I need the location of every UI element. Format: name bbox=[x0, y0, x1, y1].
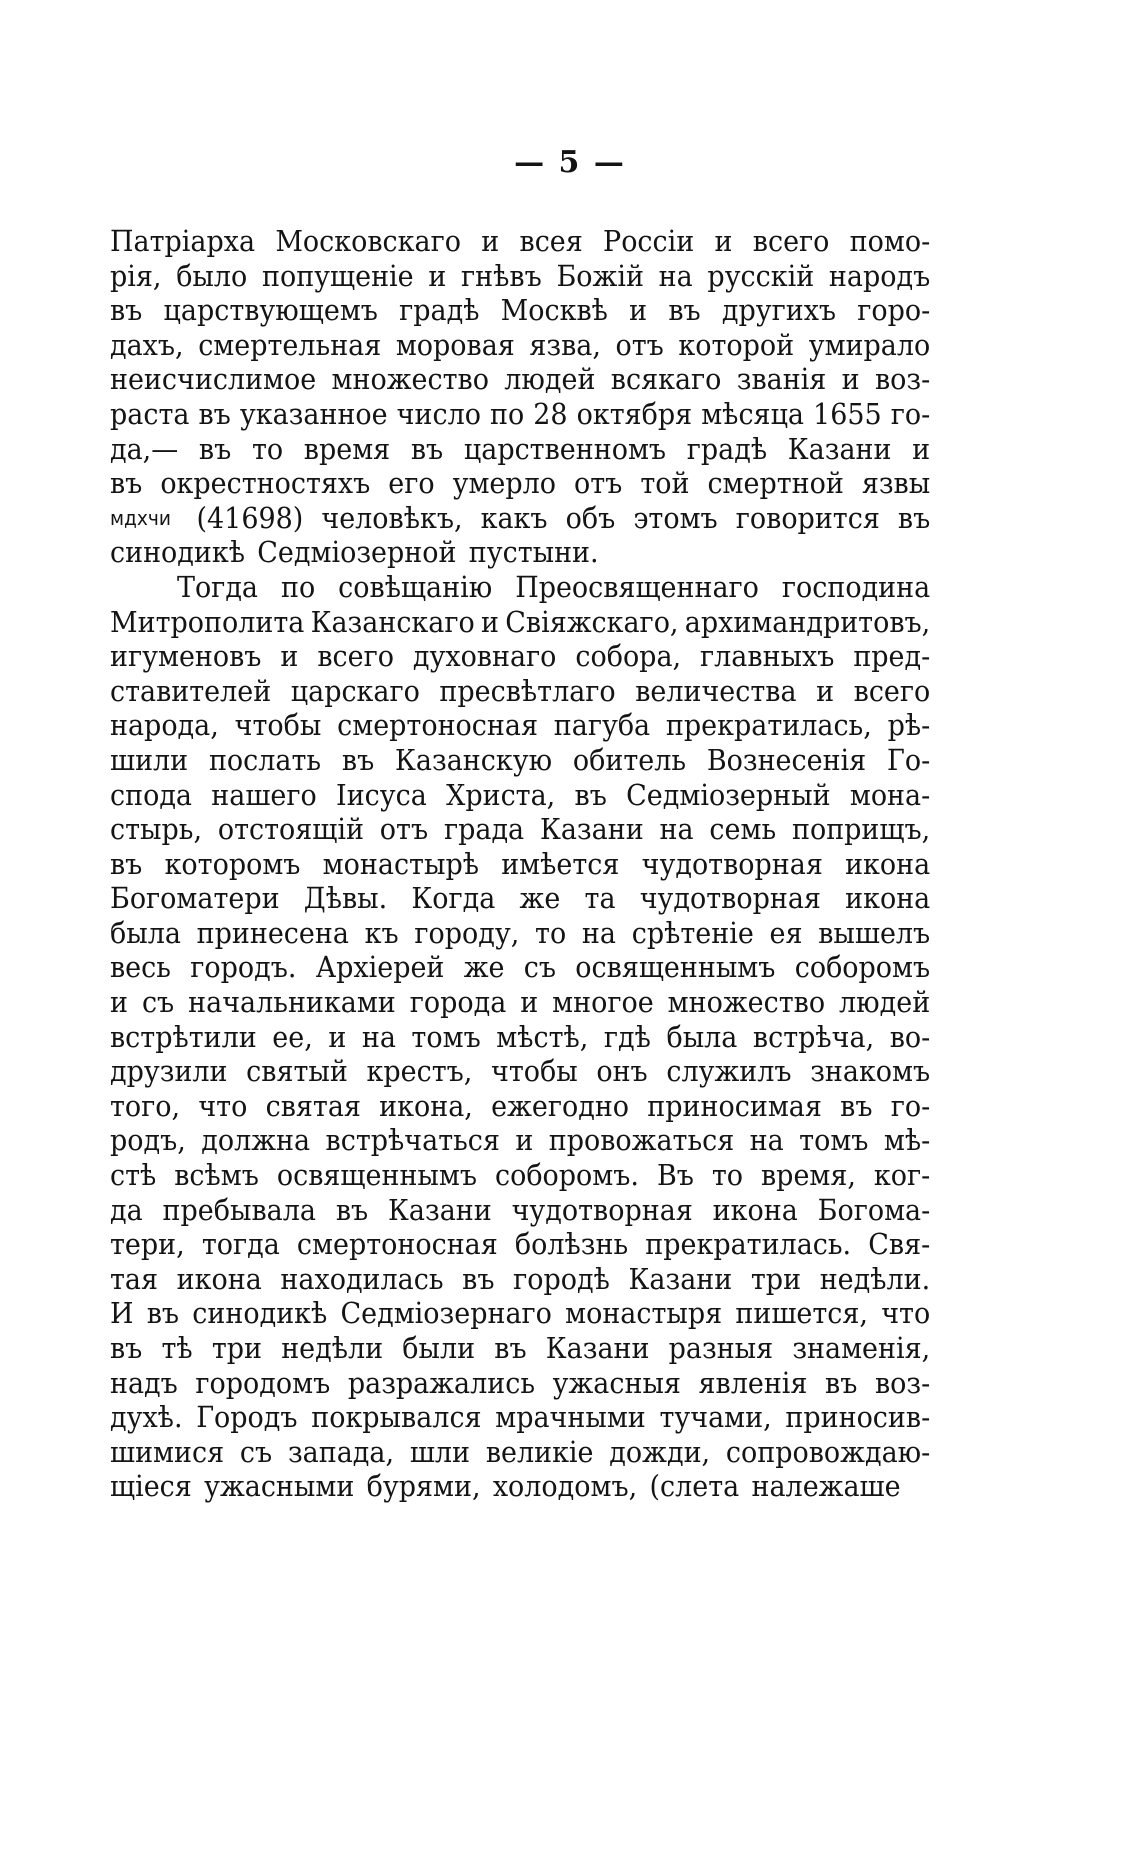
text-line: да пребывала въ Казани чудотворная икона Богома- bbox=[110, 1192, 931, 1227]
text-line: Митрополита Казанскаго и Свіяжскаго, архимандритовъ, bbox=[110, 604, 931, 639]
text-line: рія, было попущеніе и гнѣвъ Божій на русскій народъ bbox=[110, 258, 931, 293]
text-line: родъ, должна встрѣчаться и провожаться на томъ мѣ- bbox=[110, 1123, 931, 1158]
text-line: дахъ, смертельная моровая язва, отъ которой умирало bbox=[110, 327, 931, 362]
text-line: спода нашего Іисуса Христа, въ Седміозерный мона- bbox=[110, 777, 931, 812]
text-line: весь городъ. Архіерей же съ освященнымъ соборомъ bbox=[110, 950, 931, 985]
text-line: въ тѣ три недѣли были въ Казани разныя знаменія, bbox=[110, 1331, 931, 1365]
paragraph bbox=[110, 570, 930, 1504]
text-line: неисчислимое множество людей всякаго званія и воз- bbox=[110, 362, 931, 397]
text-line: стырь, отстоящій отъ града Казани на семь поприщъ, bbox=[110, 812, 931, 847]
text-line: Богоматери Дѣвы. Когда же та чудотворная икона bbox=[110, 881, 931, 916]
text-line: да,— въ то время въ царственномъ градѣ Казани и bbox=[110, 431, 931, 466]
text-line: щіеся ужасными бурями, холодомъ, (слета належаше bbox=[110, 1469, 901, 1504]
text-line: того, что святая икона, ежегодно приносимая въ го- bbox=[110, 1088, 931, 1123]
body-text bbox=[110, 224, 930, 1504]
text-line: шили послать въ Казанскую обитель Вознесенія Го- bbox=[110, 742, 931, 777]
text-line: синодикѣ Седміозерной пустыни. bbox=[110, 535, 599, 570]
text-line: мдхчи (41698) человѣкъ, какъ объ этомъ говорится въ bbox=[110, 500, 931, 535]
margin-annotation: мдхчи bbox=[110, 505, 171, 530]
page-number: — 5 — bbox=[514, 145, 626, 180]
text-line: Тогда по совѣщанію Преосвященнаго господина bbox=[176, 569, 931, 604]
text-line: Патріарха Московскаго и всея Россіи и всего помо- bbox=[110, 224, 931, 258]
text-line: въ которомъ монастырѣ имѣется чудотворная икона bbox=[110, 846, 931, 881]
text-line: тая икона находилась въ городѣ Казани три недѣли. bbox=[110, 1261, 931, 1296]
text-line: народа, чтобы смертоносная пагуба прекратилась, рѣ- bbox=[110, 708, 931, 743]
text-line: и съ начальниками города и многое множество людей bbox=[110, 985, 931, 1020]
text-line: шимися съ запада, шли великіе дожди, сопровождаю- bbox=[110, 1434, 931, 1469]
text-line: въ царствующемъ градѣ Москвѣ и въ другихъ горо- bbox=[110, 293, 931, 328]
text-line: встрѣтили ее, и на томъ мѣстѣ, гдѣ была встрѣча, во- bbox=[110, 1019, 931, 1054]
text-line: въ окрестностяхъ его умерло отъ той смертной язвы bbox=[110, 466, 931, 501]
text-line: стѣ всѣмъ освященнымъ соборомъ. Въ то время, ког- bbox=[110, 1158, 931, 1193]
text-line: И въ синодикѣ Седміозернаго монастыря пишется, что bbox=[110, 1296, 931, 1331]
text-line: духѣ. Городъ покрывался мрачными тучами, приносив- bbox=[110, 1400, 931, 1435]
text-line: ставителей царскаго пресвѣтлаго величества и всего bbox=[110, 673, 931, 708]
text-line: была принесена къ городу, то на срѣтеніе ея вышелъ bbox=[110, 915, 931, 950]
text-line: надъ городомъ разражались ужасныя явленія въ воз- bbox=[110, 1365, 931, 1400]
text-line: тери, тогда смертоносная болѣзнь прекратилась. Свя- bbox=[110, 1227, 931, 1262]
paragraph bbox=[110, 224, 930, 570]
text-line: друзили святый крестъ, чтобы онъ служилъ знакомъ bbox=[110, 1054, 931, 1089]
text-line: раста въ указанное число по 28 октября мѣсяца 1655 го- bbox=[110, 396, 931, 431]
text-line: игуменовъ и всего духовнаго собора, главныхъ пред- bbox=[110, 639, 931, 674]
